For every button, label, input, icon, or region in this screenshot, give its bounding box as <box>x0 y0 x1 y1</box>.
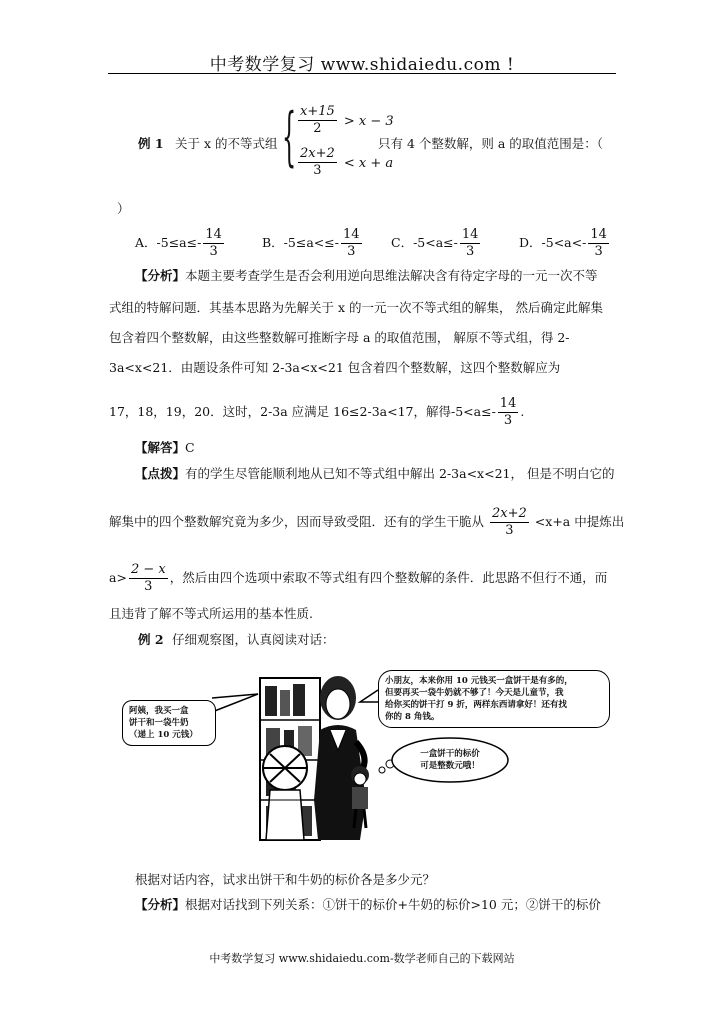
option-a-label: A．-5≤a≤- <box>135 235 202 250</box>
comment-line-2 <box>109 506 624 539</box>
option-c-label: C．-5<a≤- <box>391 235 458 250</box>
thought-line-2: 可是整数元哦！ <box>420 761 480 771</box>
comment-fraction-1 <box>490 506 529 539</box>
comment-fraction-2-num: 2 − x <box>130 562 166 577</box>
option-b-den: 3 <box>347 244 356 259</box>
bubble-right-line-3: 给你买的饼干打 9 折，两样东西请拿好！还有找 <box>385 700 567 710</box>
option-c <box>391 227 482 260</box>
option-d-num: 14 <box>590 227 607 242</box>
option-b-label: B．-5≤a<≤- <box>262 235 339 250</box>
analysis-line-4: 3a<x<21．由题设条件可知 2-3a<x<21 包含着四个整数解，这四个整数解应为 <box>109 360 561 375</box>
comment-fraction-2-den: 3 <box>144 579 153 594</box>
example1-suffix: 只有 4 个整数解，则 a 的取值范围是：（ <box>378 136 604 151</box>
comment-text-1: 有的学生尽管能顺利地从已知不等式组中解出 2-3a<x<21， 但是不明白它的 <box>185 466 615 481</box>
inequality-1 <box>296 104 394 137</box>
thought-bubble-text <box>410 748 490 772</box>
option-d-label: D．-5<a<- <box>519 235 587 250</box>
page-header: 中考数学复习 www.shidaiedu.com ! <box>209 55 515 75</box>
analysis-line-1 <box>135 268 598 284</box>
option-b <box>262 227 364 260</box>
page-footer: 中考数学复习 www.shidaiedu.com-数学老师自己的下载网站 <box>209 952 515 965</box>
comment-fraction-1-den: 3 <box>505 523 514 538</box>
inequality-1-fraction <box>298 104 337 137</box>
inequality-2-numerator: 2x+2 <box>300 146 335 161</box>
comment-text-3b: ，然后由四个选项中索取不等式组有四个整数解的条件．此思路不但行不通，而 <box>169 570 608 585</box>
option-b-fraction <box>341 227 362 260</box>
option-c-fraction <box>460 227 481 260</box>
comment-line-4: 且违背了解不等式所运用的基本性质. <box>109 606 313 621</box>
header-rule <box>108 73 616 74</box>
inequality-1-numerator: x+15 <box>300 104 335 119</box>
option-a-num: 14 <box>205 227 222 242</box>
comment-text-2a: 解集中的四个整数解究竟为多少，因而导致受阻．还有的学生干脆从 <box>109 514 485 529</box>
analysis-tag: 【分析】 <box>135 268 186 283</box>
thought-dot-1 <box>379 767 385 773</box>
analysis-line-5 <box>109 396 524 429</box>
option-d-fraction <box>588 227 609 260</box>
thought-line-1: 一盒饼干的标价 <box>420 749 480 759</box>
bubble-right-line-1: 小朋友，本来你用 10 元钱买一盒饼干是有多的， <box>385 676 573 686</box>
comment-text-2b: <x+a 中提炼出 <box>534 514 625 529</box>
left-bubble-tail <box>212 694 258 712</box>
inequality-2-denominator: 3 <box>313 163 322 178</box>
analysis-line-3: 包含着四个整数解，由这些整数解可推断字母 a 的取值范围， 解原不等式组，得 2- <box>109 330 570 345</box>
example1-label: 例 1 <box>138 136 164 151</box>
analysis-text-5b: . <box>520 404 525 419</box>
option-c-num: 14 <box>461 227 479 242</box>
option-d-den: 3 <box>594 244 603 259</box>
speech-bubble-right <box>378 670 610 728</box>
comment-tag: 【点拨】 <box>135 466 186 481</box>
comment-text-3a: a> <box>109 570 127 585</box>
comment-fraction-1-num: 2x+2 <box>492 506 527 521</box>
example2-question: 根据对话内容，试求出饼干和牛奶的标价各是多少元？ <box>135 872 436 887</box>
option-c-den: 3 <box>466 244 475 259</box>
answer-tag: 【解答】 <box>135 440 186 455</box>
bubble-right-line-2: 但要再买一袋牛奶就不够了！今天是儿童节，我 <box>385 688 564 698</box>
example1-close-paren: ） <box>117 201 130 216</box>
bubble-left-line-3: （递上 10 元钱） <box>129 730 198 740</box>
analysis-line-2: 式组的特解问题．其基本思路为先解关于 x 的一元一次不等式组的解集， 然后确定此解集 <box>109 300 603 315</box>
analysis-fraction-den: 3 <box>503 413 513 428</box>
inequality-1-denominator: 2 <box>313 121 322 136</box>
analysis-fraction <box>498 396 519 429</box>
analysis-text-1: 本题主要考查学生是否会利用逆向思维法解决含有待定字母的一元一次不等 <box>185 268 598 283</box>
option-b-num: 14 <box>342 227 360 242</box>
example1-prefix: 关于 x 的不等式组 <box>175 136 278 151</box>
bubble-left-line-2: 饼干和一袋牛奶 <box>129 718 189 728</box>
option-d <box>519 227 611 260</box>
inequality-2-fraction <box>298 146 337 179</box>
analysis-fraction-num: 14 <box>499 396 517 411</box>
option-a-fraction <box>203 227 224 260</box>
example2-label: 例 2 <box>138 632 164 647</box>
analysis-text-5a: 17，18，19，20．这时，2-3a 应满足 16≤2-3a<17，解得-5<a≤- <box>109 404 496 419</box>
bubble-right-line-4: 你的 8 角钱。 <box>385 712 440 722</box>
answer-line <box>135 440 195 456</box>
example2-analysis-text: 根据对话找到下列关系：①饼干的标价+牛奶的标价>10 元；②饼干的标价 <box>185 897 601 912</box>
child-figure <box>263 746 307 840</box>
inequality-1-rhs: > x − 3 <box>343 114 394 129</box>
shopkeeper-figure <box>314 676 366 840</box>
example2-intro: 仔细观察图，认真阅读对话： <box>172 632 335 647</box>
speech-bubble-left <box>122 700 216 746</box>
option-a <box>135 227 226 260</box>
bubble-left-line-1: 阿姨，我买一盒 <box>129 706 189 716</box>
comment-line-3 <box>109 562 607 595</box>
right-bubble-tail <box>360 690 378 702</box>
comment-line-1 <box>135 466 614 482</box>
example2-analysis <box>135 897 601 913</box>
inequality-2-rhs: < x + a <box>343 156 394 171</box>
option-a-den: 3 <box>209 244 218 259</box>
answer-text: C <box>185 440 195 455</box>
comment-fraction-2 <box>129 562 168 595</box>
example2-analysis-tag: 【分析】 <box>135 897 186 912</box>
system-brace: { <box>282 100 297 174</box>
